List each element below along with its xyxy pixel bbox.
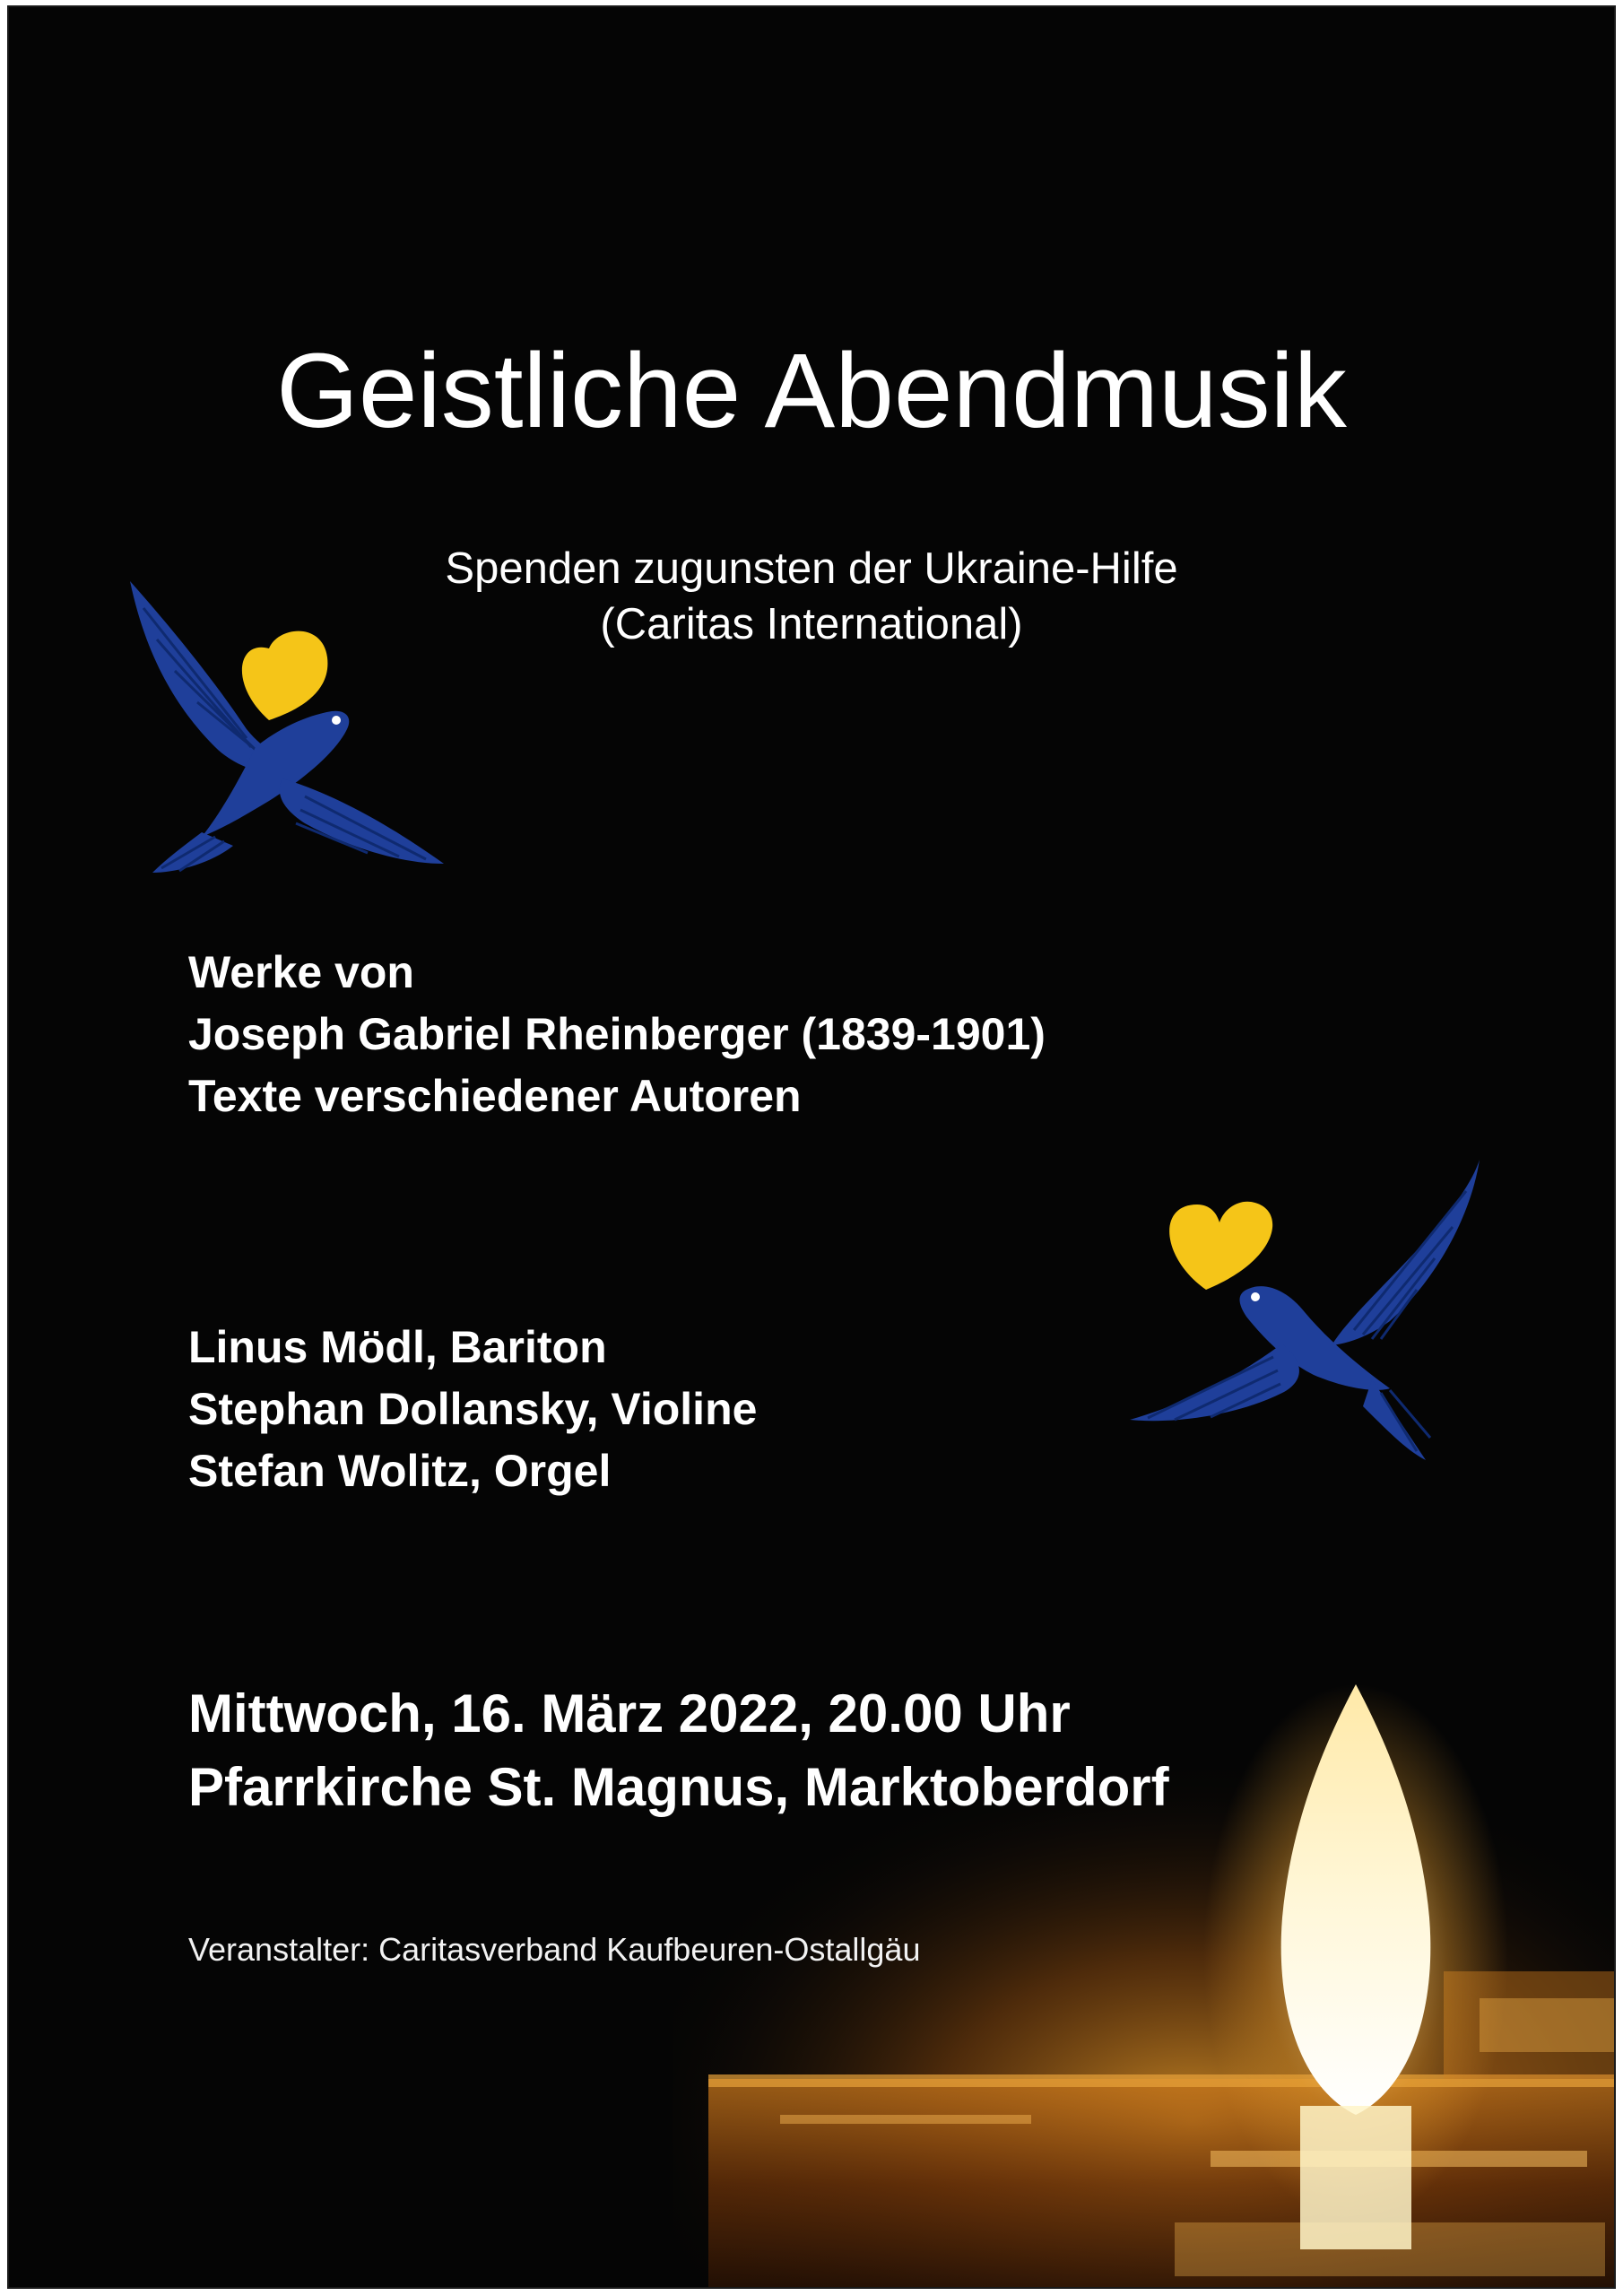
works-section [188,942,1046,1127]
donation-note: Spenden zugunsten der Ukraine-Hilfe [445,544,1178,593]
poster-title: Geistliche Abendmusik [276,332,1347,450]
dove-with-heart-icon [112,568,462,882]
event-venue: Pfarrkirche St. Magnus, Marktoberdorf [188,1757,1169,1817]
event-datetime: Mittwoch, 16. März 2022, 20.00 Uhr [188,1683,1071,1744]
performer: Linus Mödl, Bariton [188,1322,607,1372]
performer: Stephan Dollansky, Violine [188,1384,758,1434]
composer: Joseph Gabriel Rheinberger (1839-1901) [188,1009,1046,1059]
dove-with-heart-icon [1121,1155,1515,1469]
works-heading: Werke von [188,947,414,997]
organizer: Veranstalter: Caritasverband Kaufbeuren-Ostallgäu [188,1931,921,1968]
donation-organization: (Caritas International) [600,600,1023,648]
event-details [188,1677,1169,1824]
performers-section [188,1317,757,1502]
performer: Stefan Wolitz, Orgel [188,1446,612,1496]
poster [7,5,1616,2289]
texts-note: Texte verschiedener Autoren [188,1071,802,1121]
